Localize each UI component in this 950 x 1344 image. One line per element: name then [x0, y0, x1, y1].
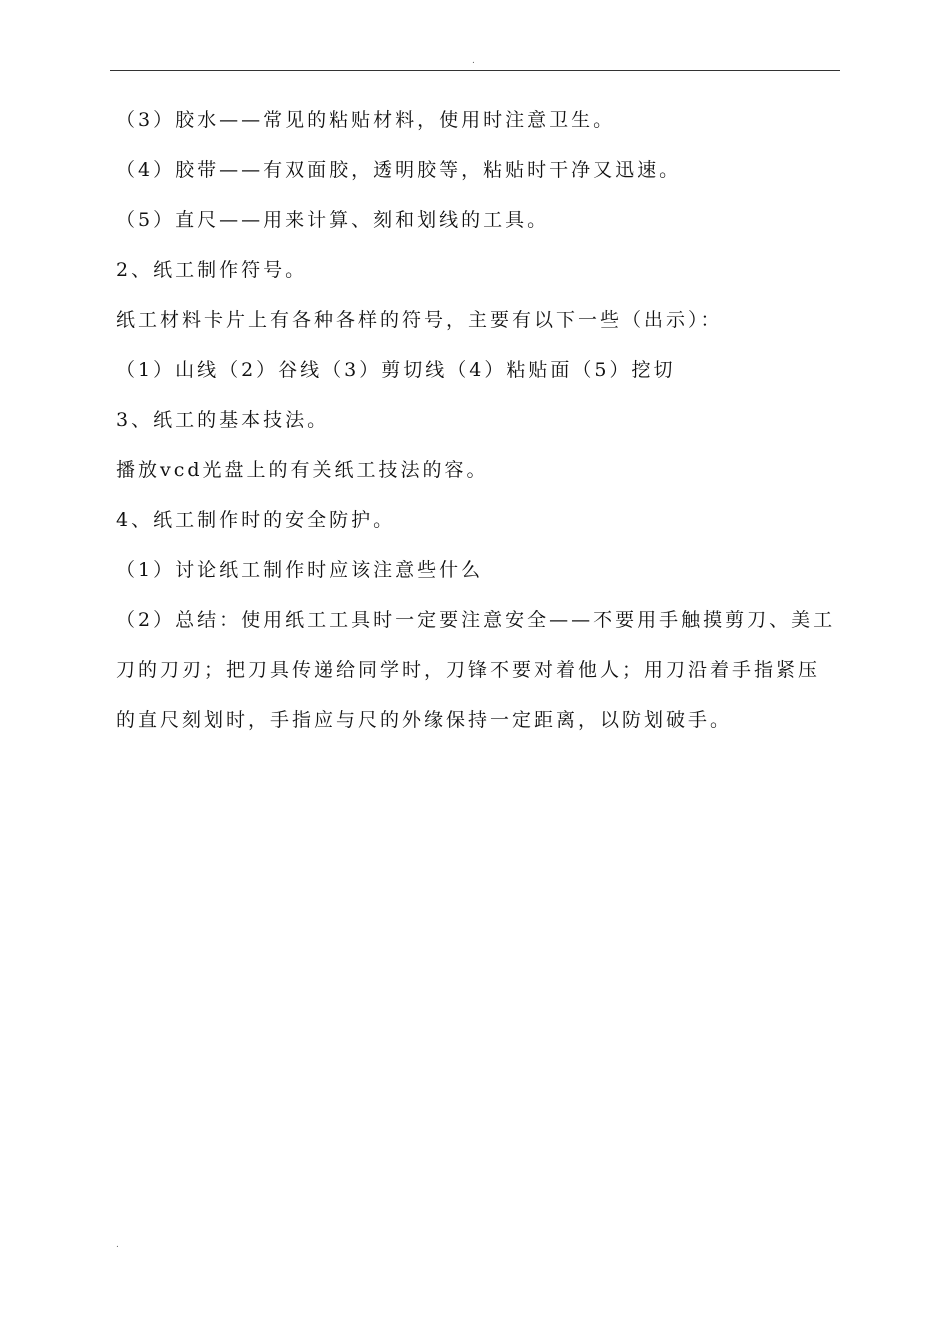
- section-heading-safety: 4、纸工制作时的安全防护。: [116, 509, 396, 531]
- text-line-discussion: （1）讨论纸工制作时应该注意些什么: [116, 559, 484, 581]
- text-line-symbols-list: （1）山线（2）谷线（3）剪切线（4）粘贴面（5）挖切: [116, 359, 676, 381]
- header-mark: .: [472, 56, 475, 66]
- text-line-symbols-intro: 纸工材料卡片上有各种各样的符号，主要有以下一些（出示）：: [116, 309, 723, 331]
- text-line-vcd: 播放vcd光盘上的有关纸工技法的容。: [116, 459, 489, 481]
- text-line-ruler: （5）直尺——用来计算、刻和划线的工具。: [116, 209, 550, 231]
- text-line-glue: （3）胶水——常见的粘贴材料，使用时注意卫生。: [116, 109, 616, 131]
- text-line-summary-2: 刀的刀刃；把刀具传递给同学时，刀锋不要对着他人；用刀沿着手指紧压: [116, 659, 821, 681]
- section-heading-techniques: 3、纸工的基本技法。: [116, 409, 330, 431]
- text-line-summary-1: （2）总结：使用纸工工具时一定要注意安全——不要用手触摸剪刀、美工: [116, 609, 836, 631]
- document-body: [116, 95, 846, 745]
- header-divider: [110, 70, 840, 71]
- text-line-summary-3: 的直尺刻划时，手指应与尺的外缘保持一定距离，以防划破手。: [116, 709, 733, 731]
- footer-mark: .: [116, 1240, 119, 1250]
- text-line-tape: （4）胶带——有双面胶，透明胶等，粘贴时干净又迅速。: [116, 159, 682, 181]
- section-heading-symbols: 2、纸工制作符号。: [116, 259, 308, 281]
